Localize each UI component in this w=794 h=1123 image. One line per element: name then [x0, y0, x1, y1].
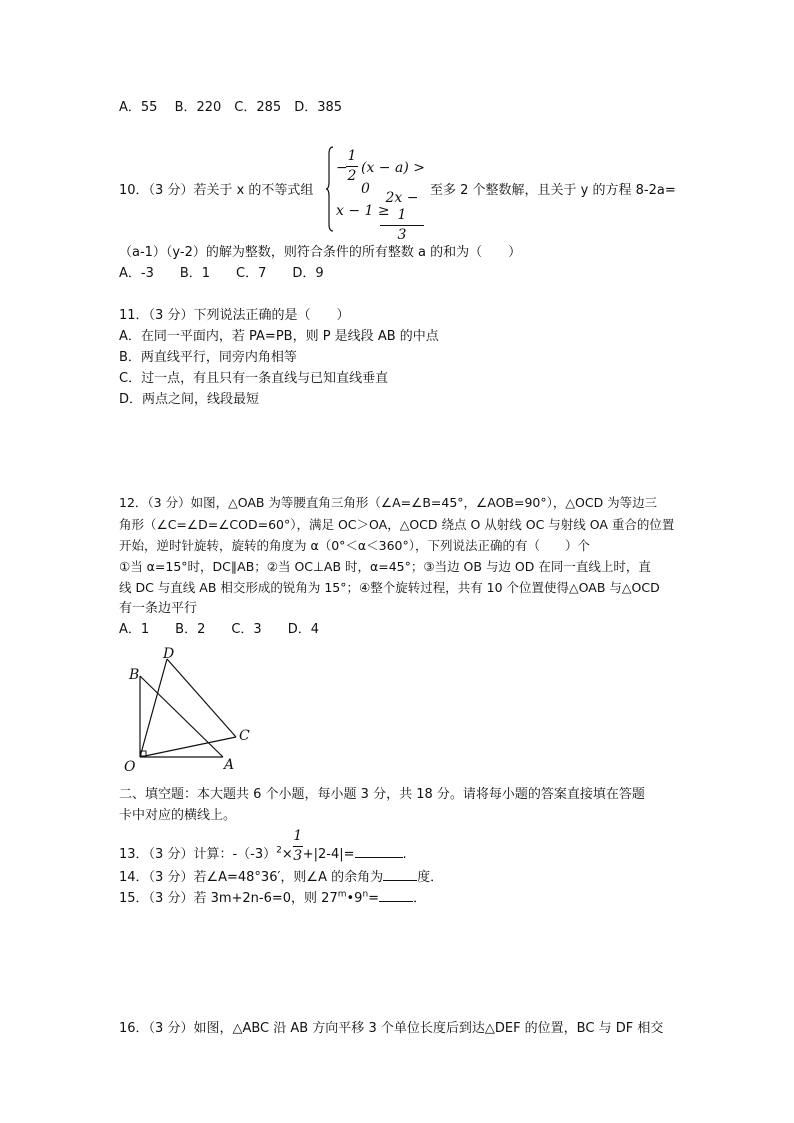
q13-denominator: 3 — [293, 848, 303, 864]
q10-ineq1-denominator: 2 — [347, 168, 357, 184]
q16-line1: 16．（3 分）如图，△ABC 沿 AB 方向平移 3 个单位长度后到达△DEF 的位置，BC 与 DF 相交 — [119, 1021, 664, 1036]
q10-ineq1-numerator: 1 — [347, 148, 357, 164]
fraction-bar — [346, 166, 358, 167]
q14-end: 度． — [417, 870, 444, 885]
q11-option-b: B．两直线平行，同旁内角相等 — [119, 350, 297, 365]
segment-ab — [140, 676, 223, 757]
q13-prefix: 13．（3 分）计算：-（-3） — [119, 847, 277, 862]
label-b: B — [129, 667, 140, 683]
q13-rest: +|2-4|= — [302, 847, 355, 862]
q12-triangle-figure — [115, 645, 265, 777]
label-o: O — [124, 759, 136, 775]
q15-exponent-m: m — [337, 889, 347, 900]
q12-line6: 有一条边平行 — [119, 601, 198, 616]
q12-line1: 12．（3 分）如图，△OAB 为等腰直角三角形（∠A=∠B=45°，∠AOB=90°），△OCD 为等边三 — [119, 495, 658, 510]
q12-options: A．1 B．2 C．3 D．4 — [119, 622, 319, 637]
q15-eq: = — [368, 891, 380, 906]
q11-option-a: A．在同一平面内，若 PA=PB，则 P 是线段 AB 的中点 — [119, 329, 439, 344]
segment-od — [140, 659, 167, 757]
q11-option-c: C．过一点，有且只有一条直线与已知直线垂直 — [119, 371, 389, 386]
q10-ineq1-minus: − — [336, 160, 348, 176]
q9-options: A．55 B．220 C．285 D．385 — [119, 100, 343, 115]
q15-text: 15．（3 分）若 3m+2n-6=0，则 27 — [119, 891, 338, 906]
q10-ineq1-fraction — [346, 148, 358, 185]
section2-line2: 卡中对应的横线上。 — [119, 808, 237, 823]
q15-answer-blank[interactable] — [379, 887, 413, 902]
q15-end: ． — [413, 891, 427, 906]
q15-mid: •9 — [346, 891, 363, 906]
q10-ineq2-numerator: 2x − 1 — [385, 190, 419, 223]
q10-suffix: 至多 2 个整数解，且关于 y 的方程 8-2a= — [430, 183, 676, 198]
q12-line3: 开始，逆时针旋转，旋转的角度为 α（0°＜α＜360°），下列说法正确的有（ ）个 — [119, 538, 591, 553]
q13-end: . — [402, 847, 407, 862]
q13-answer-blank[interactable] — [355, 843, 403, 858]
brace-icon — [326, 146, 334, 232]
q12-line2: 角形（∠C=∠D=∠COD=60°），满足 OC＞OA，△OCD 绕点 O 从射线 OC 与射线 OA 重合的位置 — [119, 517, 675, 532]
label-c: C — [239, 728, 250, 744]
q10-inequality-system — [326, 146, 430, 243]
q10-ineq1-rest: (x − a) > 0 — [361, 160, 425, 197]
q11-option-d: D．两点之间，线段最短 — [119, 392, 260, 407]
q12-line4: ①当 α=15°时，DC∥AB；②当 OC⊥AB 时，α=45°；③当边 OB 与边 OD 在同一直线上时，直 — [119, 559, 651, 574]
label-a: A — [224, 757, 235, 773]
q13-exponent: 2 — [276, 845, 282, 856]
q13-times: × — [281, 847, 293, 862]
label-d: D — [163, 646, 175, 662]
q13-fraction — [293, 828, 303, 865]
q14-text: 14．（3 分）若∠A=48°36′，则∠A 的余角为 — [119, 870, 384, 885]
segment-oc — [140, 737, 236, 757]
q12-line5: 线 DC 与直线 AB 相交形成的锐角为 15°；④整个旋转过程，共有 10 个位置使得△OAB 与△OCD — [119, 580, 660, 595]
q10-ineq2-fraction — [380, 190, 424, 244]
q10-ineq2-left: x − 1 ≥ — [336, 203, 390, 219]
segment-dc — [167, 659, 236, 737]
q15-exponent-n: n — [362, 889, 369, 900]
q14-answer-blank[interactable] — [383, 866, 417, 881]
fraction-bar — [380, 225, 424, 226]
q10-options: A．-3 B．1 C．7 D．9 — [119, 266, 324, 281]
q10-ineq2-denominator: 3 — [397, 227, 407, 243]
fraction-bar — [293, 846, 303, 847]
section2-line1: 二、填空题：本大题共 6 个小题，每小题 3 分，共 18 分。请将每小题的答案直接填在答题 — [119, 787, 645, 802]
q10-line2: （a-1）（y-2）的解为整数，则符合条件的所有整数 a 的和为（ ） — [119, 245, 522, 260]
q11-stem: 11．（3 分）下列说法正确的是（ ） — [119, 308, 350, 323]
q14-line — [119, 866, 443, 888]
q10-prefix: 10．（3 分）若关于 x 的不等式组 — [119, 183, 314, 198]
q15-line — [119, 887, 426, 909]
q13-numerator: 1 — [293, 828, 303, 844]
